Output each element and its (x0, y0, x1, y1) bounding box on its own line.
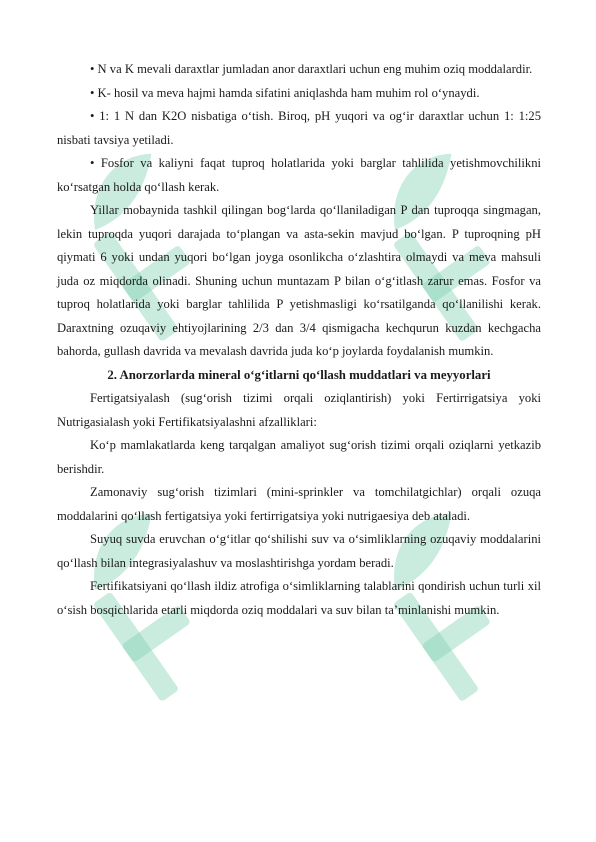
bullet-paragraph-k: • K- hosil va meva hajmi hamda sifatini aniqlashda ham muhim rol o‘ynaydi. (90, 85, 480, 100)
body-paragraph-liquid-fertilizer: Suyuq suvda eruvchan o‘g‘itlar qo‘shilishi suv va o‘simliklarning ozuqaviy moddalarini qo‘llash bilan integrasiyalashuv va moslashtirishga yordam beradi. (57, 532, 541, 570)
bullet-paragraph-phosphorus: • Fosfor va kaliyni faqat tuproq holatlarida yoki barglar tahlilida yetishmovchilikni ko‘rsatgan holda qo‘llash kerak. (57, 156, 541, 194)
bullet-paragraph-ratio: • 1: 1 N dan K2O nisbatiga o‘tish. Biroq, pH yuqori va og‘ir daraxtlar uchun 1: 1:25 nisbati tavsiya yetiladi. (57, 109, 541, 147)
section-heading: 2. Anorzorlarda mineral o‘g‘itlarni qo‘llash muddatlari va meyyorlari (107, 367, 491, 382)
bullet-paragraph-nk: • N va K mevali daraxtlar jumladan anor daraxtlari uchun eng muhim oziq moddalardir. (90, 62, 533, 76)
body-paragraph-orchards: Yillar mobaynida tashkil qilingan bog‘larda qo‘llaniladigan P dan tuproqqa singmagan, lekin tuproqda yuqori darajada to‘plangan va asta-sekin mavjud bo‘lgan. P tuproqning pH qiymati 6 yoki undan yuqori bo‘lgan joyga osonlikcha o‘zlashtira olmaydi va meva mahsuli juda oz miqdorda olinadi. Shuning uchun muntazam P bilan o‘g‘itlash zarur emas. Fosfor va tuproq holatlarida yoki barglar tahlilida P yetishmasligi ko‘rsatilganda qo‘llanilishi kerak. Daraxtning ozuqaviy ehtiyojlarining 2/3 dan 3/4 qismigacha kechqurun kuzdan kechgacha bahorda, gullash davrida va mevalash davrida juda ko‘p joylarda foydalanish mumkin. (57, 203, 541, 358)
document-page (57, 58, 541, 622)
body-paragraph-modern-systems: Zamonaviy sug‘orish tizimlari (mini-sprinkler va tomchilatgichlar) orqali ozuqa moddalarini qo‘llash fertigatsiya yoki fertirrigatsiya yoki nutrigaesiya deb ataladi. (57, 485, 541, 523)
body-paragraph-practice: Ko‘p mamlakatlarda keng tarqalgan amaliyot sug‘orish tizimi orqali oziqlarni yetkazib berishdir. (57, 438, 541, 476)
body-paragraph-fertigation: Fertigatsiyalash (sug‘orish tizimi orqali oziqlantirish) yoki Fertirrigatsiya yoki Nutrigasialash yoki Fertifikatsiyalashni afzalliklari: (57, 391, 541, 429)
body-paragraph-root-zone: Fertifikatsiyani qo‘llash ildiz atrofiga o‘simliklarning talablarini qondirish uchun turli xil o‘sish bosqichlarida etarli miqdorda oziq moddalari va suv bilan ta’minlanishi mumkin. (57, 579, 541, 617)
